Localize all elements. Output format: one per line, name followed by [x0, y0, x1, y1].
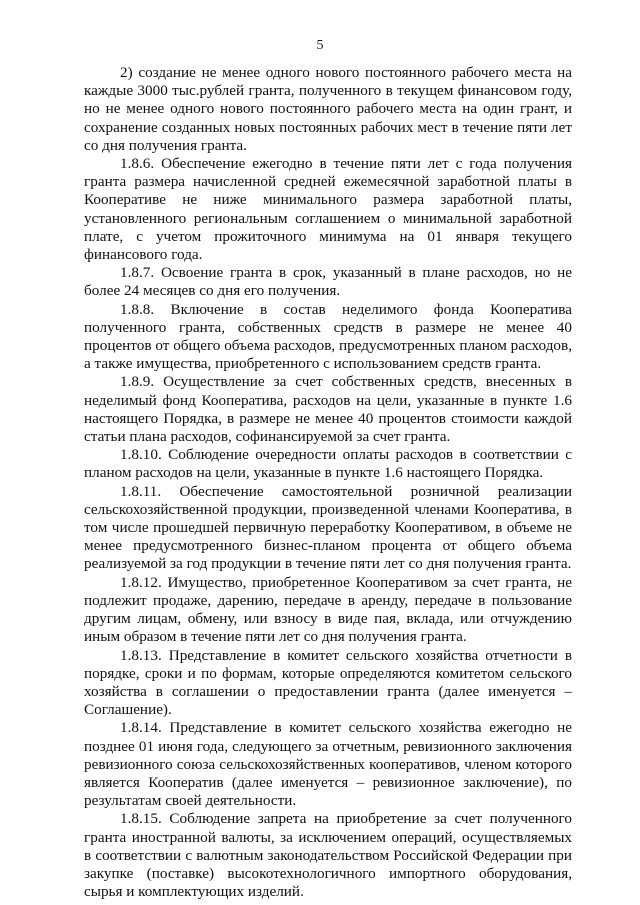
- paragraph-1-8-7: 1.8.7. Освоение гранта в срок, указанный в плане расходов, но не более 24 месяцев со дня его получения.: [84, 264, 572, 300]
- paragraph-1-8-13: 1.8.13. Представление в комитет сельского хозяйства отчетности в порядке, сроки и по формам, которые определяются комитетом сельского хозяйства в соглашении о предоставлении гранта (далее именуется – Соглашение).: [84, 646, 572, 719]
- paragraph-1-8-15: 1.8.15. Соблюдение запрета на приобретение за счет полученного гранта иностранной валюты, за исключением операций, осуществляемых в соответствии с валютным законодательством Российской Федерации при закупке (поставке) высокотехнологичного импортного оборудования, сырья и комплектующих изделий.: [84, 810, 572, 901]
- paragraph-1-8-11: 1.8.11. Обеспечение самостоятельной розничной реализации сельскохозяйственной продукции, произведенной членами Кооператива, в том числе прошедшей первичную переработку Кооперативом, в объеме не менее предусмотренного бизнес-планом процента от общего объема реализуемой за год продукции в течение пяти лет со дня получения гранта.: [84, 482, 572, 573]
- paragraph-1-8-12: 1.8.12. Имущество, приобретенное Кооперативом за счет гранта, не подлежит продаже, дарению, передаче в аренду, передаче в пользование другим лицам, обмену, или взносу в виде пая, вклада, или отчуждению иным образом в течение пяти лет со дня получения гранта.: [84, 573, 572, 646]
- paragraph-1-8-14: 1.8.14. Представление в комитет сельского хозяйства ежегодно не позднее 01 июня года, следующего за отчетным, ревизионного заключения ревизионного союза сельскохозяйственных кооперативов, членом которого является Кооператив (далее именуется – ревизионное заключение), по результатам своей деятельности.: [84, 719, 572, 810]
- paragraph-1-8-9: 1.8.9. Осуществление за счет собственных средств, внесенных в неделимый фонд Кооператива, расходов на цели, указанные в пункте 1.6 настоящего Порядка, в размере не менее 40 процентов стоимости каждой статьи плана расходов, софинансируемой за счет гранта.: [84, 373, 572, 446]
- paragraph-1-8-6: 1.8.6. Обеспечение ежегодно в течение пяти лет с года получения гранта размера начисленной средней ежемесячной заработной платы в Кооперативе не ниже минимального размера заработной платы, установленного региональным соглашением о минимальной заработной плате, с учетом прожиточного минимума на 01 января текущего финансового года.: [84, 155, 572, 264]
- paragraph-1-8-10: 1.8.10. Соблюдение очередности оплаты расходов в соответствии с планом расходов на цели, указанные в пункте 1.6 настоящего Порядка.: [84, 446, 572, 482]
- document-body: [84, 64, 572, 901]
- paragraph-item-2: 2) создание не менее одного нового постоянного рабочего места на каждые 3000 тыс.рублей гранта, полученного в текущем финансовом году, но не менее одного нового постоянного рабочего места на один грант, и сохранение созданных новых постоянных рабочих мест в течение пяти лет со дня получения гранта.: [84, 64, 572, 154]
- page-number: 5: [316, 38, 324, 53]
- paragraph-1-8-8: 1.8.8. Включение в состав неделимого фонда Кооператива полученного гранта, собственных средств в размере не менее 40 процентов от общего объема расходов, предусмотренных планом расходов, а также имущества, приобретенного с использованием средств гранта.: [84, 300, 572, 373]
